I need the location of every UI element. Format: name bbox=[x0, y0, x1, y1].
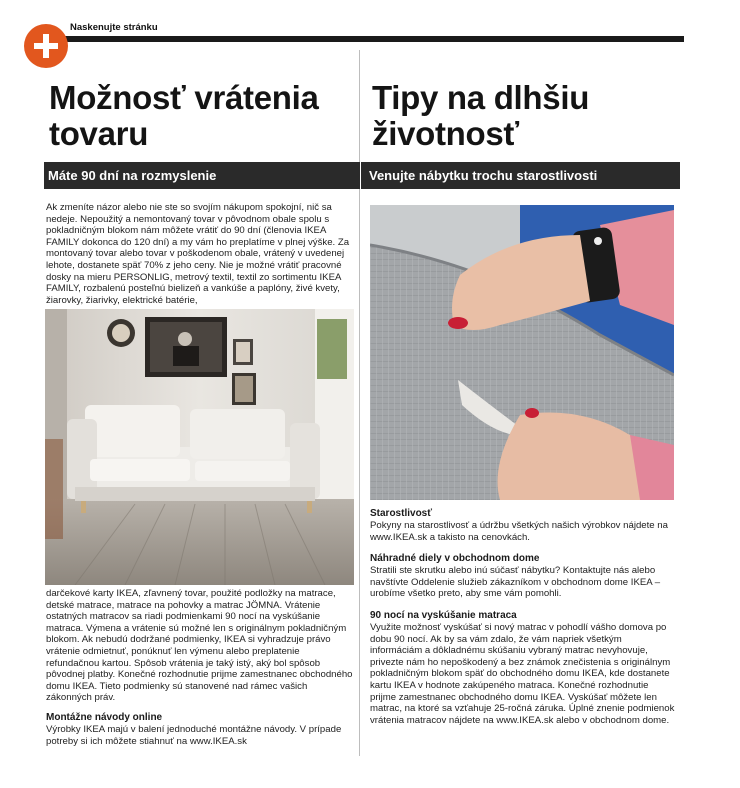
assembly-text: Výrobky IKEA majú v balení jednoduché montážne návody. V prípade potreby si ich môžete stiahnuť na www.IKEA.sk bbox=[46, 723, 342, 747]
returns-subhead: Máte 90 dní na rozmyslenie bbox=[44, 162, 360, 189]
care-text: Pokyny na starostlivosť a údržbu všetkých našich výrobkov nájdete na www.IKEA.sk a takisto na cenovkách. bbox=[370, 520, 668, 543]
spare-parts-text: Stratili ste skrutku alebo inú súčasť nábytku? Kontaktujte nás alebo navštívte Oddelenie služieb zákazníkom v obchodnom dome IKEA – urobíme všetko preto, aby sme vám pomohli. bbox=[370, 565, 661, 600]
care-title: Tipy na dlhšiu životnosť bbox=[372, 79, 590, 152]
care-heading: Starostlivosť bbox=[370, 508, 433, 519]
header-rule bbox=[44, 36, 684, 42]
sofa-photo bbox=[45, 309, 354, 585]
plus-icon bbox=[24, 24, 68, 68]
returns-title: Možnosť vrátenia tovaru bbox=[49, 79, 319, 152]
care-subhead: Venujte nábytku trochu starostlivosti bbox=[361, 162, 680, 189]
spare-parts-heading: Náhradné diely v obchodnom dome bbox=[370, 553, 540, 565]
sofa-cover-photo bbox=[370, 205, 674, 500]
mattress-trial-heading: 90 nocí na vyskúšanie matraca bbox=[370, 609, 517, 621]
section-label: Naskenujte stránku bbox=[70, 22, 158, 33]
returns-bottom-block bbox=[46, 588, 354, 747]
returns-paragraph-bottom: darčekové karty IKEA, zľavnený tovar, použité podložky na matrace, detské matrace, matrace na pohovky a matrac JÖMNA. Vrátenie ostatných matracov sa riadi podmienkami 90 nocí na vyskúšanie matraca. Výmena a vrátenie sú možné len s originálnym pokladničným blokom. Ak nebudú dodržané podmienky, IKEA si vyhradzuje právo vrátenie odmietnuť, ponúknuť len výmenu alebo preplatenie refundačnou kartou. Spôsob vrátenia je taký istý, aký bol spôsob pôvodnej platby. Konečné rozhodnutie prijme zamestnanec obchodného domu IKEA. Tieto podmienky sú stanovené nad rámec vašich zákonných práv. bbox=[46, 588, 353, 704]
column-divider bbox=[359, 50, 360, 756]
mattress-trial-text: Využite možnosť vyskúšať si nový matrac v pohodlí vášho domova po dobu 90 nocí. Ak by sa vám zdalo, že vám napriek všetkým informáciám a dôkladnému skúšaniu vybraný matrac nevyhovuje, privezte nám ho nepoškodený a bez známok znečistenia s originálnym pokladničným blokom späť do obchodného domu IKEA, kde dostanete kartu IKEA v hodnote zakúpeného matraca. Konečné rozhodnutie prijme zamestnanec obchodného domu IKEA. Vyskúšať môžete len matrac, na ktoré sa vzťahuje 25-ročná záruka. Úplné znenie podmienok vrátenia matracov nájdete na www.IKEA.sk alebo v obchodnom dome. bbox=[370, 621, 675, 726]
assembly-heading: Montážne návody online bbox=[46, 711, 163, 723]
returns-paragraph-top: Ak zmeníte názor alebo nie ste so svojím nákupom spokojní, nič sa nedeje. Nepoužitý a nemontovaný tovar v pôvodnom obale spolu s pokladničným blokom nám môžete vrátiť do 90 dní (členovia IKEA FAMILY dokonca do 120 dní) a my vám ho preplatíme v plnej výške. Za montovaný tovar alebo tovar v poškodenom obale, vrátený v uvedenej lehote, dostanete späť 70% z jeho ceny. Nie je možné vrátiť pracovné dosky na mieru PERSONLIG, metrový textil, textil zo sortimentu IKEA FAMILY, rozbalenú posteľnú bielizeň a vankúše a paplóny, živé kvety, žiarovky, žiarivky, elektrické batérie, bbox=[46, 202, 350, 306]
care-text-block bbox=[370, 508, 676, 736]
